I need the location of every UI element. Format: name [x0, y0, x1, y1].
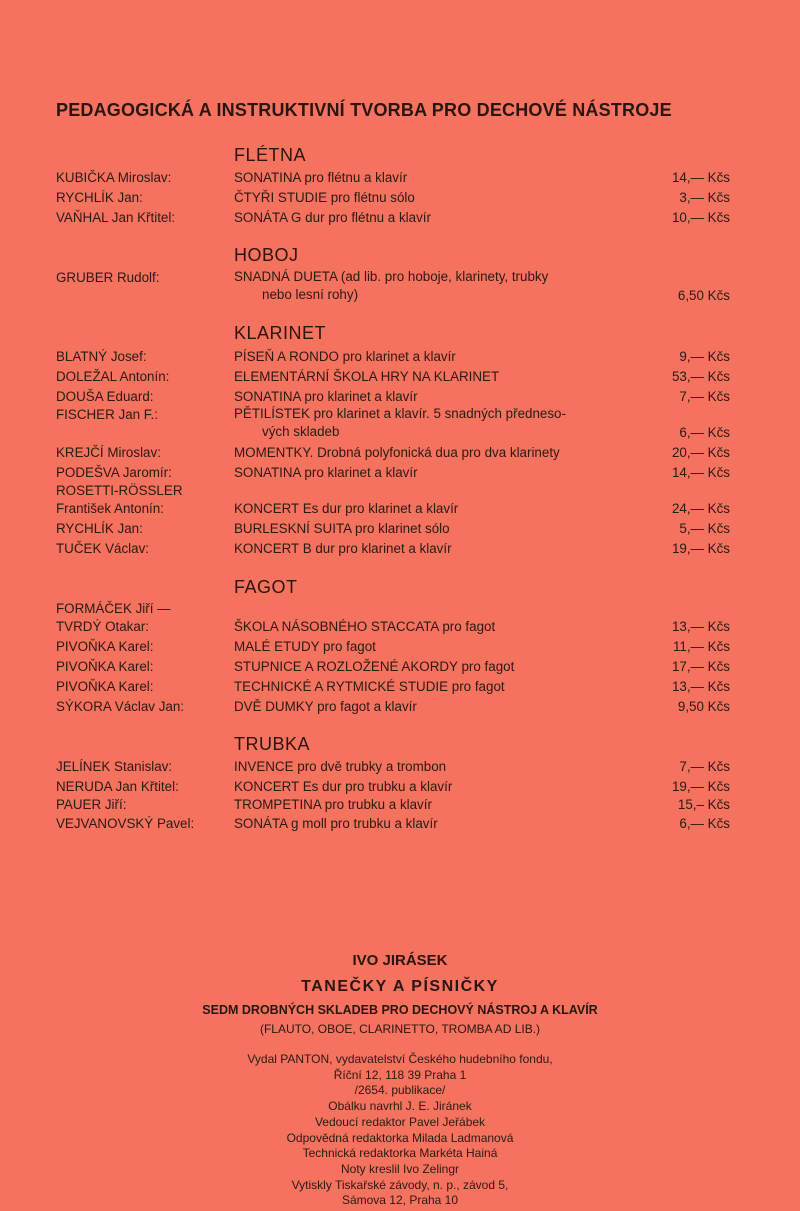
composer-line: SÝKORA Václav Jan:: [56, 699, 185, 714]
composer-line: KUBIČKA Miroslav:: [56, 170, 172, 185]
work-title: [234, 617, 654, 637]
work-line: SONATINA pro flétnu a klavír: [234, 170, 408, 185]
work-line: MALÉ ETUDY pro fagot: [234, 639, 376, 654]
composer-line: PODEŠVA Jaromír:: [56, 465, 172, 480]
composer-line: TVRDÝ Otakar:: [56, 619, 150, 634]
composer-line: PAUER Jiří:: [56, 797, 127, 812]
work-title: [234, 539, 654, 559]
work-line: BURLESKNÍ SUITA pro klarinet sólo: [234, 521, 450, 536]
composer-name: [56, 347, 234, 367]
price: 13,— Kčs: [671, 679, 730, 694]
work-title: [234, 499, 654, 519]
work-line: SONATINA pro klarinet a klavír: [234, 389, 418, 404]
composer-name: [56, 405, 234, 425]
imprint-line: Noty kreslil Ivo Zelingr: [340, 1161, 460, 1176]
composer-line: VAŇHAL Jan Křtitel:: [56, 210, 176, 225]
price: 17,— Kčs: [671, 659, 730, 674]
composer-name: [56, 814, 234, 834]
price: 5,— Kčs: [679, 521, 730, 536]
composer-name: [56, 697, 234, 717]
price: 9,— Kčs: [679, 349, 730, 364]
work-title: [234, 188, 654, 208]
work-line: KONCERT Es dur pro trubku a klavír: [234, 779, 453, 794]
price: 6,50 Kčs: [677, 288, 730, 303]
imprint-line: Obálku navrhl J. E. Jiránek: [328, 1099, 472, 1114]
composer-line: GRUBER Rudolf:: [56, 270, 160, 285]
work-line: SONÁTA G dur pro flétnu a klavír: [234, 210, 431, 225]
work-line: TROMPETINA pro trubku a klavír: [234, 797, 432, 812]
work-title: [234, 697, 654, 717]
work-line: ELEMENTÁRNÍ ŠKOLA HRY NA KLARINET: [234, 369, 500, 384]
composer-line: DOLEŽAL Antonín:: [56, 369, 170, 384]
price: 10,— Kčs: [671, 210, 730, 225]
composer-line: ROSETTI-RÖSSLER: [56, 483, 183, 498]
composer-name: [56, 208, 234, 228]
work-line: nebo lesní rohy): [262, 287, 359, 302]
imprint-line: Technická redaktorka Markéta Hainá: [302, 1146, 498, 1161]
price: 7,— Kčs: [679, 759, 730, 774]
price: 20,— Kčs: [671, 445, 730, 460]
work-line: MOMENTKY. Drobná polyfonická dua pro dva klarinety: [234, 445, 560, 460]
work-line: ŠKOLA NÁSOBNÉHO STACCATA pro fagot: [234, 619, 496, 634]
price: 19,— Kčs: [671, 779, 730, 794]
price: 14,— Kčs: [671, 465, 730, 480]
work-title: [234, 463, 654, 483]
price: 11,— Kčs: [672, 639, 730, 654]
composer-name: [56, 482, 234, 519]
price: 3,— Kčs: [679, 190, 730, 205]
work-line: SONÁTA g moll pro trubku a klavír: [234, 816, 438, 831]
imprint-line: Odpovědná redaktorka Milada Ladmanová: [286, 1130, 514, 1145]
work-line: ČTYŘI STUDIE pro flétnu sólo: [234, 190, 415, 205]
work-title: [234, 367, 654, 387]
work-title: [234, 519, 654, 539]
work-title: [234, 637, 654, 657]
imprint-line: Sámova 12, Praha 10: [341, 1193, 459, 1208]
price: 6,— Kčs: [679, 816, 730, 831]
work-line: PĚTILÍSTEK pro klarinet a klavír. 5 snadných předneso-: [234, 406, 566, 421]
work-title: [234, 814, 654, 834]
composer-line: TUČEK Václav:: [56, 541, 150, 556]
work-title: [234, 777, 654, 797]
work-title: [234, 168, 654, 188]
composer-name: [56, 795, 234, 815]
section-heading: FLÉTNA: [234, 145, 307, 165]
composer-line: RYCHLÍK Jan:: [56, 521, 143, 536]
section-heading: FAGOT: [234, 577, 298, 597]
composer-name: [56, 387, 234, 407]
footer-instruments: (FLAUTO, OBOE, CLARINETTO, TROMBA AD LIB.): [259, 1022, 541, 1036]
price: 13,— Kčs: [671, 619, 730, 634]
footer-author: IVO JIRÁSEK: [352, 952, 448, 969]
composer-name: [56, 637, 234, 657]
composer-line: FORMÁČEK Jiří —: [56, 601, 171, 616]
composer-name: [56, 463, 234, 483]
work-line: PÍSEŇ A RONDO pro klarinet a klavír: [234, 349, 456, 364]
footer-title: TANEČKY A PÍSNIČKY: [301, 978, 499, 995]
imprint: [0, 1052, 800, 1209]
composer-name: [56, 657, 234, 677]
work-line: KONCERT Es dur pro klarinet a klavír: [234, 501, 459, 516]
composer-name: [56, 367, 234, 387]
work-line: INVENCE pro dvě trubky a trombon: [234, 759, 447, 774]
composer-name: [56, 600, 234, 637]
composer-line: RYCHLÍK Jan:: [56, 190, 143, 205]
work-line: STUPNICE A ROZLOŽENÉ AKORDY pro fagot: [234, 659, 515, 674]
price: 19,— Kčs: [671, 541, 730, 556]
work-title: [234, 208, 654, 228]
work-title: [234, 268, 654, 304]
work-title: [234, 387, 654, 407]
price: 14,— Kčs: [671, 170, 730, 185]
composer-name: [56, 168, 234, 188]
composer-line: NERUDA Jan Křtitel:: [56, 779, 179, 794]
composer-name: [56, 519, 234, 539]
page-heading: PEDAGOGICKÁ A INSTRUKTIVNÍ TVORBA PRO DECHOVÉ NÁSTROJE: [56, 100, 672, 120]
composer-name: [56, 539, 234, 559]
section-heading: TRUBKA: [234, 734, 311, 754]
work-line: DVĚ DUMKY pro fagot a klavír: [234, 699, 417, 714]
work-title: [234, 677, 654, 697]
composer-line: PIVOŇKA Karel:: [56, 659, 154, 674]
imprint-line: /2654. publikace/: [354, 1083, 446, 1098]
composer-line: KREJČÍ Miroslav:: [56, 445, 161, 460]
composer-name: [56, 188, 234, 208]
composer-line: František Antonín:: [56, 501, 164, 516]
footer-subtitle: SEDM DROBNÝCH SKLADEB PRO DECHOVÝ NÁSTROJ A KLAVÍR: [202, 1003, 598, 1017]
composer-name: [56, 443, 234, 463]
composer-line: FISCHER Jan F.:: [56, 407, 158, 422]
work-line: SONATINA pro klarinet a klavír: [234, 465, 418, 480]
price: 7,— Kčs: [679, 389, 730, 404]
composer-line: DOUŠA Eduard:: [56, 389, 154, 404]
imprint-line: Vedoucí redaktor Pavel Jeřábek: [314, 1114, 486, 1129]
price: 6,— Kčs: [679, 425, 730, 440]
work-title: [234, 405, 654, 441]
work-line: SNADNÁ DUETA (ad lib. pro hoboje, klarinety, trubky: [234, 269, 549, 284]
imprint-line: Vytiskly Tiskařské závody, n. p., závod 5,: [291, 1177, 509, 1192]
imprint-line: Vydal PANTON, vydavatelství Českého hudebního fondu,: [247, 1052, 553, 1066]
price: 24,— Kčs: [671, 501, 730, 516]
imprint-line: Říční 12, 118 39 Praha 1: [333, 1067, 467, 1082]
work-line: TECHNICKÉ A RYTMICKÉ STUDIE pro fagot: [234, 679, 505, 694]
work-title: [234, 757, 654, 777]
work-title: [234, 347, 654, 367]
section-heading: KLARINET: [234, 323, 327, 343]
work-title: [234, 657, 654, 677]
composer-line: PIVOŇKA Karel:: [56, 639, 154, 654]
price: 15,– Kčs: [677, 797, 730, 812]
composer-name: [56, 268, 234, 288]
work-line: KONCERT B dur pro klarinet a klavír: [234, 541, 452, 556]
section-heading: HOBOJ: [234, 245, 299, 265]
composer-line: BLATNÝ Josef:: [56, 349, 147, 364]
price: 9,50 Kčs: [677, 699, 730, 714]
composer-line: VEJVANOVSKÝ Pavel:: [56, 816, 195, 831]
work-title: [234, 795, 654, 815]
composer-name: [56, 677, 234, 697]
work-line: vých skladeb: [262, 424, 340, 439]
work-title: [234, 443, 654, 463]
price: 53,— Kčs: [671, 369, 730, 384]
composer-name: [56, 777, 234, 797]
composer-line: PIVOŇKA Karel:: [56, 679, 154, 694]
composer-name: [56, 757, 234, 777]
composer-line: JELÍNEK Stanislav:: [56, 759, 173, 774]
